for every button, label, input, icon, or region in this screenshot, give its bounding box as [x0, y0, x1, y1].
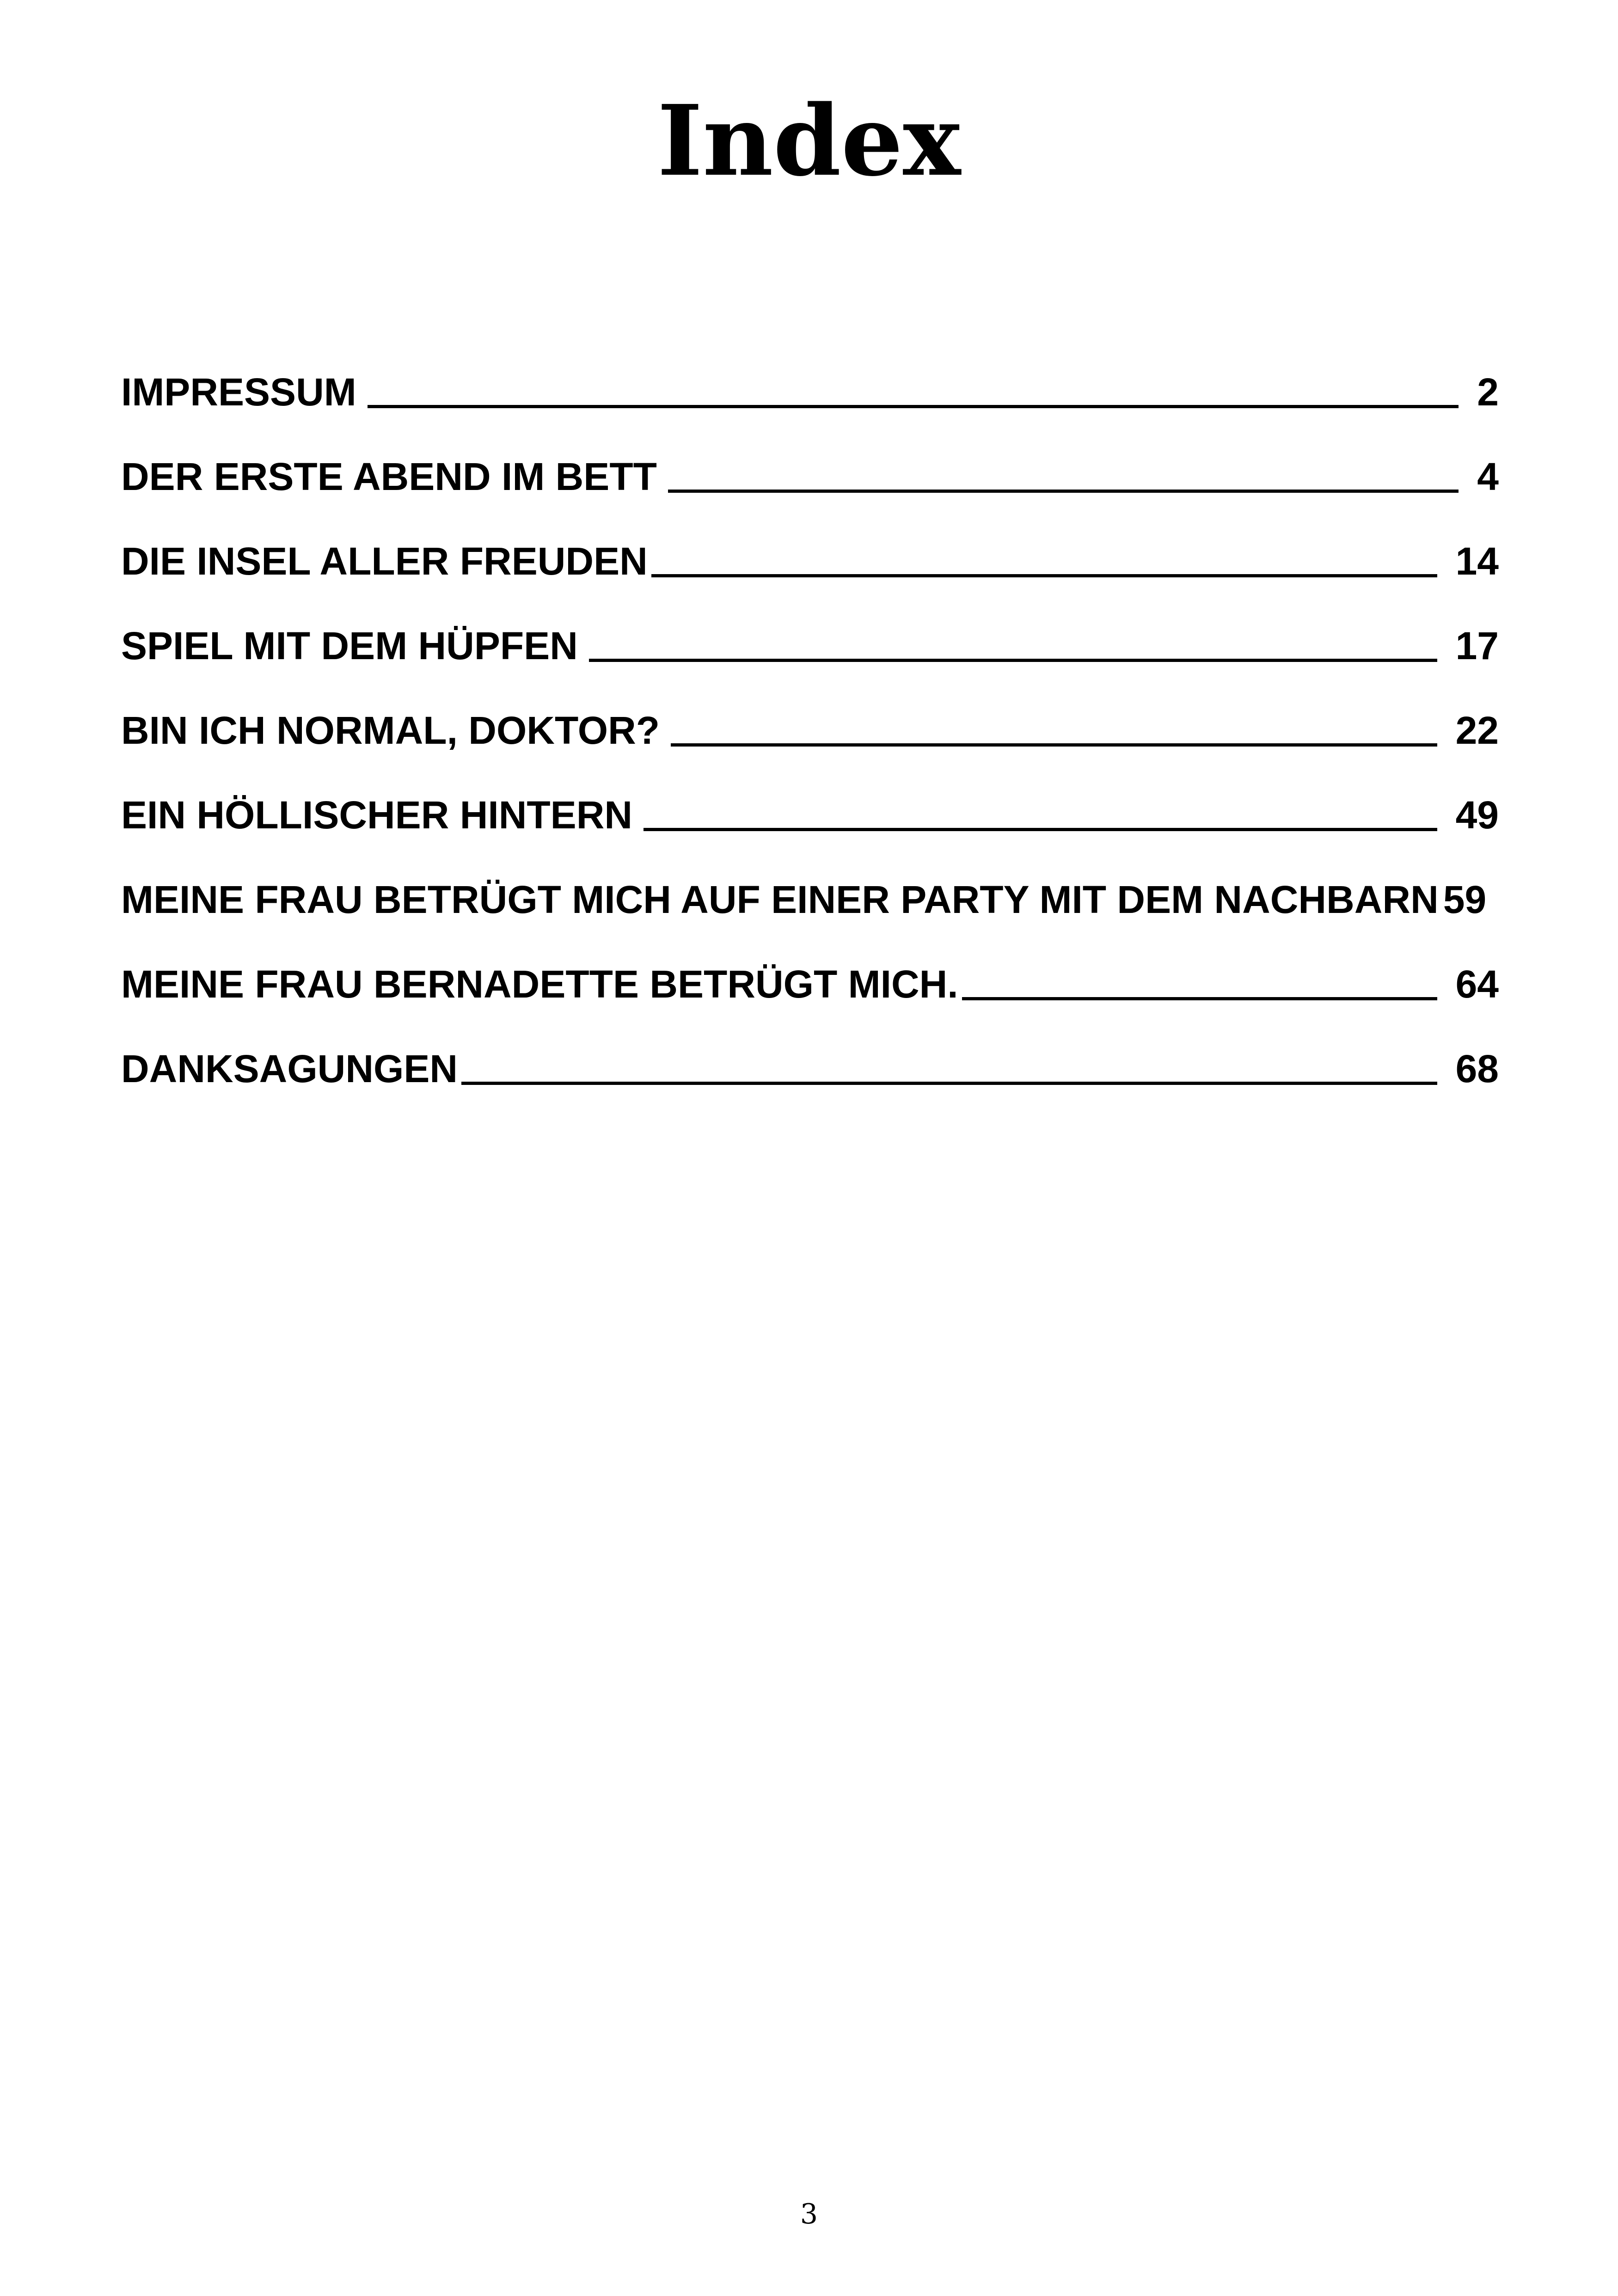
toc-entry[interactable] [121, 587, 1499, 671]
toc-entry-page: 4 [1477, 455, 1499, 498]
page-title: Index [657, 84, 961, 198]
toc-entry-title: MEINE FRAU BETRÜGT MICH AUF EINER PARTY MIT DEM NACHBARN [121, 878, 1439, 921]
toc-leader-line [668, 490, 1459, 493]
toc-entry-page: 59 [1443, 878, 1487, 921]
toc-entry[interactable] [121, 333, 1499, 417]
toc-leader-line [962, 997, 1437, 1000]
toc-leader-line [651, 574, 1437, 577]
toc-entry-title: IMPRESSUM [121, 370, 356, 414]
toc-entry-page: 22 [1455, 709, 1499, 752]
toc-leader-line [368, 405, 1459, 408]
toc-entry-page: 64 [1455, 962, 1499, 1006]
toc-entry[interactable] [121, 417, 1499, 502]
toc-entry[interactable] [121, 671, 1499, 756]
toc-entry[interactable] [121, 502, 1499, 587]
toc-entry-page: 17 [1455, 624, 1499, 667]
toc-entry-title: SPIEL MIT DEM HÜPFEN [121, 624, 578, 667]
toc-entry-title: MEINE FRAU BERNADETTE BETRÜGT MICH. [121, 962, 958, 1006]
toc-leader-line [589, 659, 1437, 662]
toc-entry[interactable] [121, 925, 1499, 1010]
toc-entry-title: DIE INSEL ALLER FREUDEN [121, 539, 648, 583]
toc-entry-page: 14 [1455, 539, 1499, 583]
toc-entry-title: BIN ICH NORMAL, DOKTOR? [121, 709, 660, 752]
page-number: 3 [800, 2198, 818, 2230]
toc-entry-page: 2 [1477, 370, 1499, 414]
toc-entry-title: DANKSAGUNGEN [121, 1047, 458, 1090]
toc-entry-title: EIN HÖLLISCHER HINTERN [121, 793, 633, 837]
toc-entry-title: DER ERSTE ABEND IM BETT [121, 455, 657, 498]
table-of-contents [121, 333, 1499, 1094]
toc-leader-line [461, 1082, 1437, 1085]
toc-entry[interactable] [121, 1010, 1499, 1094]
toc-entry[interactable] [121, 840, 1499, 925]
toc-leader-line [671, 743, 1437, 747]
toc-entry-page: 68 [1455, 1047, 1499, 1090]
toc-entry-page: 49 [1455, 793, 1499, 837]
toc-leader-line [644, 828, 1437, 831]
toc-entry[interactable] [121, 756, 1499, 840]
